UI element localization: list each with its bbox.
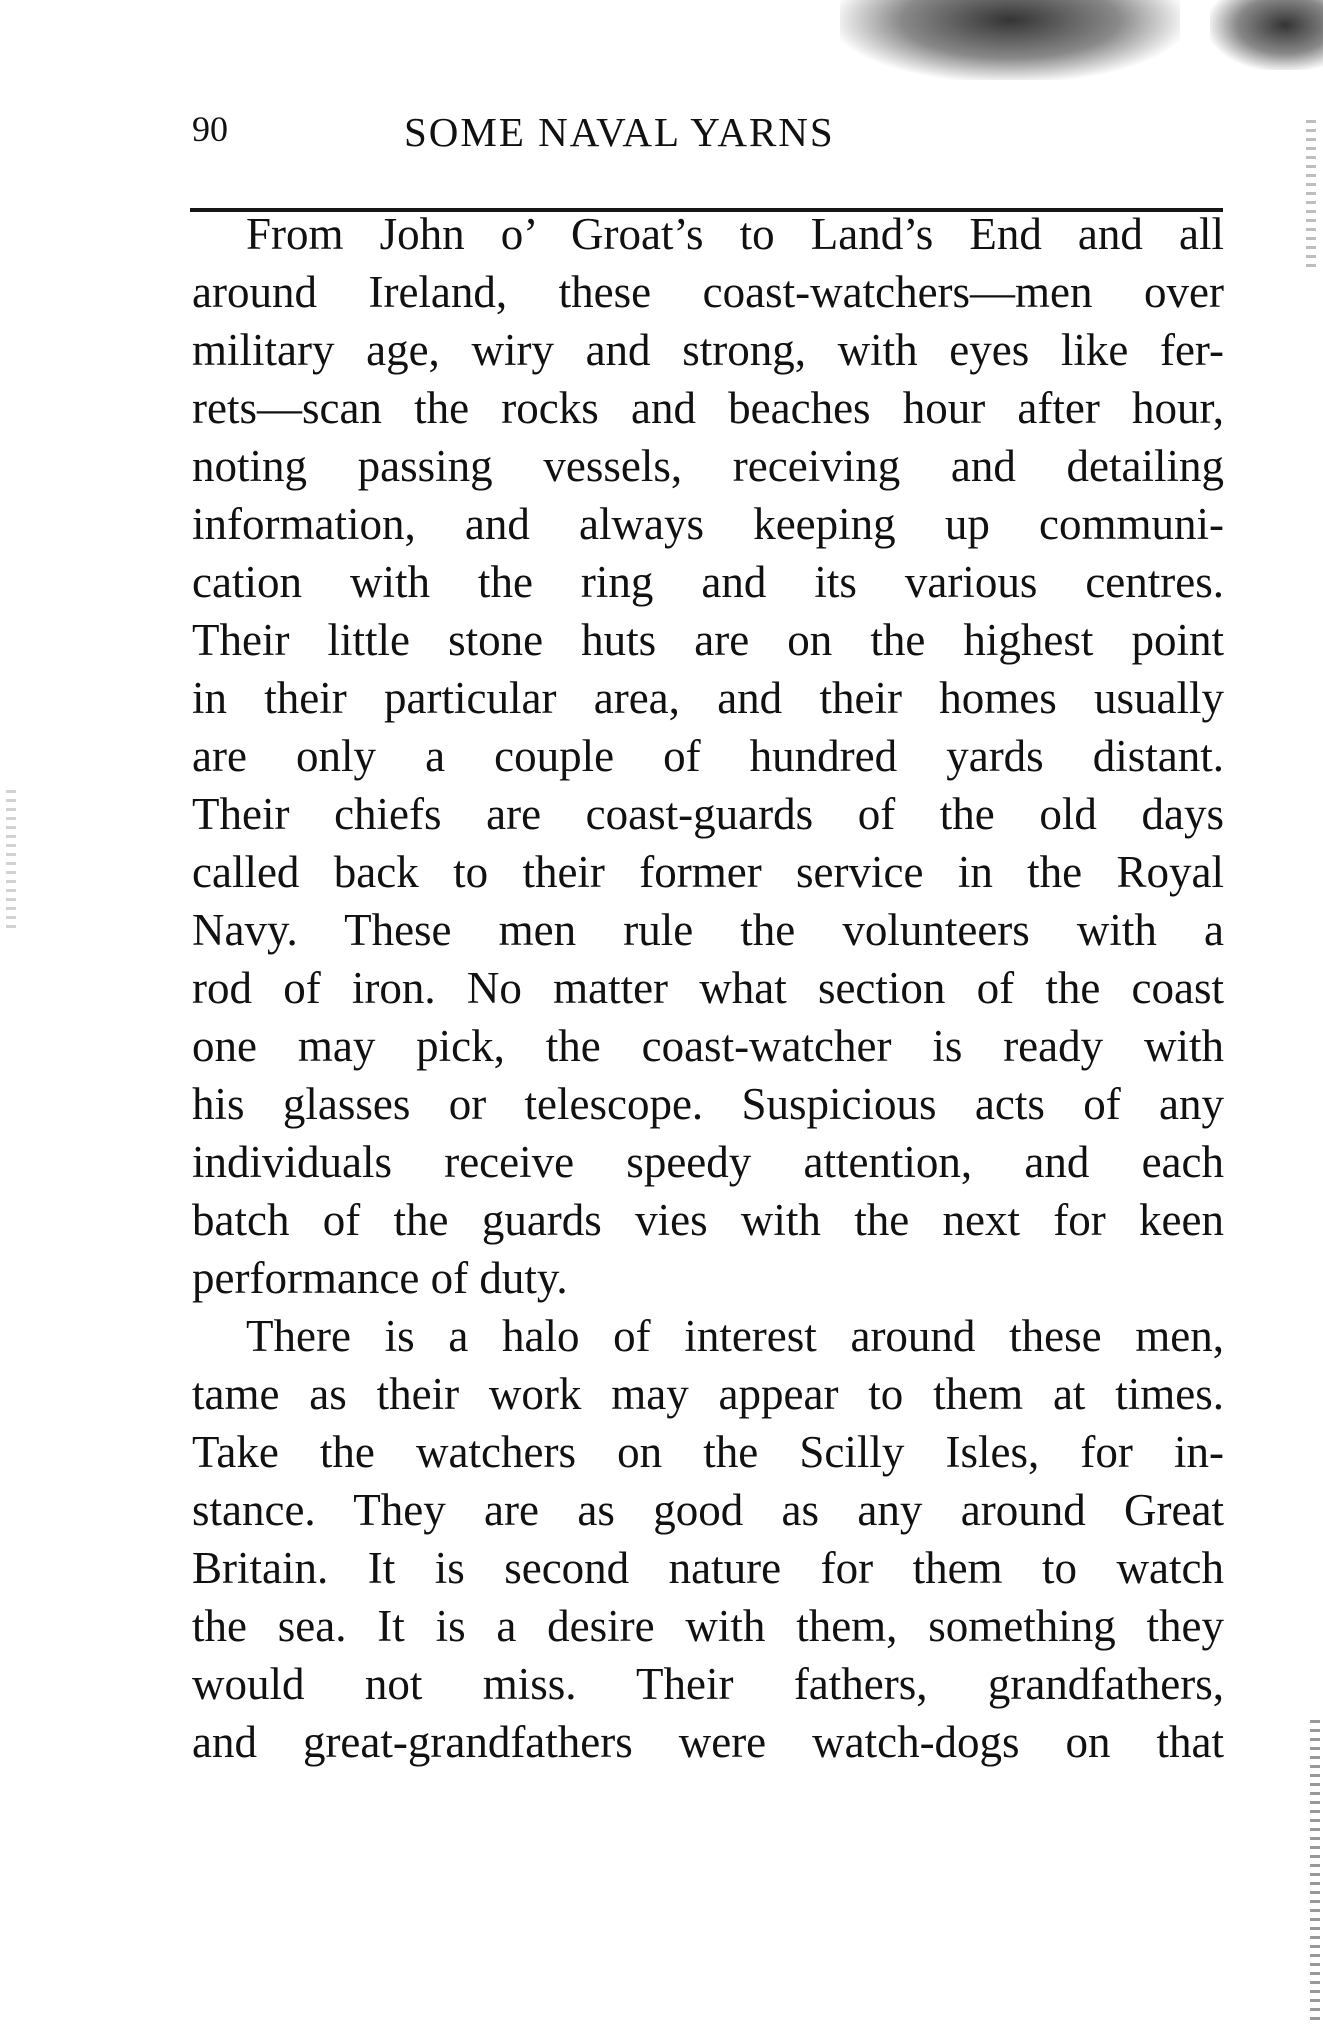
text-line: individuals receive speedy attention, and each <box>192 1137 1224 1187</box>
scan-smudge-top <box>840 0 1180 80</box>
scan-edge-left <box>6 790 16 930</box>
text-line: Their little stone huts are on the highest point <box>192 615 1224 665</box>
body-text <box>192 205 1224 1771</box>
text-line: around Ireland, these coast-watchers—men over <box>192 267 1224 317</box>
text-line: Take the watchers on the Scilly Isles, for in- <box>192 1427 1224 1477</box>
text-line: Navy. These men rule the volunteers with a <box>192 905 1224 955</box>
text-line: rets—scan the rocks and beaches hour after hour, <box>192 383 1224 433</box>
text-line: Britain. It is second nature for them to watch <box>192 1543 1224 1593</box>
text-line: and great-grandfathers were watch-dogs on that <box>192 1717 1224 1767</box>
text-line: tame as their work may appear to them at times. <box>192 1369 1224 1419</box>
text-line: one may pick, the coast-watcher is ready with <box>192 1021 1224 1071</box>
text-line: Their chiefs are coast-guards of the old days <box>192 789 1224 839</box>
text-line: the sea. It is a desire with them, something they <box>192 1601 1224 1651</box>
scan-smudge-corner <box>1210 0 1323 70</box>
text-line: in their particular area, and their homes usually <box>192 673 1224 723</box>
paragraph-2 <box>192 1307 1224 1771</box>
running-title: SOME NAVAL YARNS <box>404 109 835 155</box>
scan-edge-right-upper <box>1306 120 1316 270</box>
text-line: his glasses or telescope. Suspicious acts of any <box>192 1079 1224 1129</box>
text-line: called back to their former service in the Royal <box>192 847 1224 897</box>
text-line: information, and always keeping up communi- <box>192 499 1224 549</box>
running-head <box>192 108 1222 158</box>
text-line: cation with the ring and its various centres. <box>192 557 1224 607</box>
text-line: would not miss. Their fathers, grandfathers, <box>192 1659 1224 1709</box>
text-line: are only a couple of hundred yards distant. <box>192 731 1224 781</box>
text-line: There is a halo of interest around these men, <box>246 1311 1224 1361</box>
text-line: stance. They are as good as any around Great <box>192 1485 1224 1535</box>
text-line: noting passing vessels, receiving and detailing <box>192 441 1224 491</box>
text-line: rod of iron. No matter what section of the coast <box>192 963 1224 1013</box>
text-line: military age, wiry and strong, with eyes like fer- <box>192 325 1224 375</box>
page-number: 90 <box>192 109 228 149</box>
scan-edge-right-lower <box>1310 1720 1320 2020</box>
text-line: batch of the guards vies with the next for keen <box>192 1195 1224 1245</box>
text-line: From John o’ Groat’s to Land’s End and all <box>246 209 1224 259</box>
paragraph-1 <box>192 205 1224 1307</box>
text-line: performance of duty. <box>192 1253 568 1303</box>
